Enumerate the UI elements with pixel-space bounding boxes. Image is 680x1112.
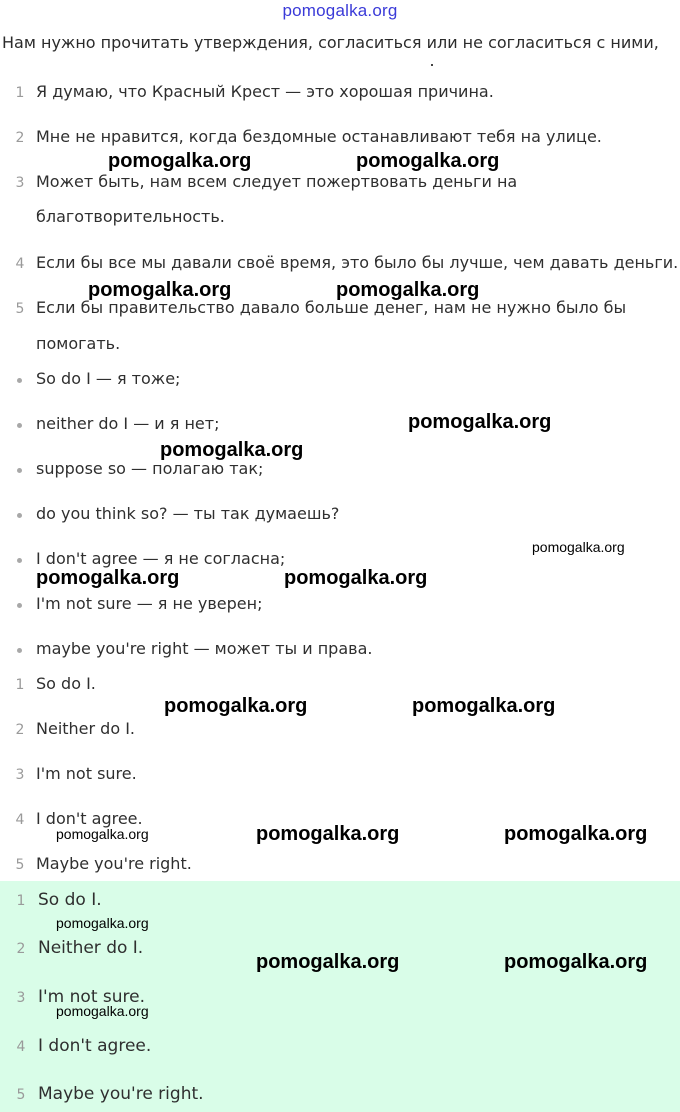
statement-number: 1 [15, 85, 25, 101]
bullet-icon [17, 378, 22, 383]
watermark: pomogalka.org [256, 823, 400, 845]
watermark: pomogalka.org [88, 279, 232, 301]
bullet-icon [17, 558, 22, 563]
phrase-text: maybe you're right — может ты и права. [36, 639, 373, 658]
phrase-text: neither do I — и я нет; [36, 414, 220, 433]
bullet-icon [17, 648, 22, 653]
watermark: pomogalka.org [532, 539, 625, 555]
answer-number: 1 [15, 677, 25, 693]
answer-number: 2 [15, 722, 25, 738]
answer-number: 2 [16, 941, 26, 957]
watermark: pomogalka.org [160, 439, 304, 461]
watermark: pomogalka.org [412, 695, 556, 717]
phrase-text: So do I — я тоже; [36, 369, 181, 388]
intro-text: Нам нужно прочитать утверждения, согласиться или не согласиться с ними, [2, 33, 659, 52]
answer-number: 3 [16, 990, 26, 1006]
watermark: pomogalka.org [56, 915, 149, 931]
answer-text: Maybe you're right. [36, 854, 192, 873]
answer-text: Neither do I. [38, 938, 144, 958]
answer-text: Neither do I. [36, 719, 136, 738]
watermark: pomogalka.org [36, 567, 180, 589]
watermark: pomogalka.org [284, 567, 428, 589]
watermark: pomogalka.org [504, 823, 648, 845]
answer-text: I'm not sure. [38, 987, 146, 1007]
answer-number: 4 [16, 1039, 26, 1055]
statement-number: 3 [15, 175, 25, 191]
watermark: pomogalka.org [504, 951, 648, 973]
watermark: pomogalka.org [108, 150, 252, 172]
site-watermark-top: pomogalka.org [282, 1, 398, 20]
phrase-text: I don't agree — я не согласна; [36, 549, 286, 568]
answer-text: I'm not sure. [36, 764, 137, 783]
statement-number: 2 [15, 130, 25, 146]
answer-number: 1 [16, 893, 26, 909]
statement-text: Я думаю, что Красный Крест — это хорошая причина. [36, 82, 494, 101]
watermark: pomogalka.org [256, 951, 400, 973]
stray-dot [431, 64, 433, 66]
watermark: pomogalka.org [56, 1003, 149, 1019]
answer-number: 3 [15, 767, 25, 783]
answer-text: So do I. [36, 674, 96, 693]
watermark: pomogalka.org [336, 279, 480, 301]
bullet-icon [17, 513, 22, 518]
answer-text: So do I. [38, 890, 102, 910]
watermark: pomogalka.org [56, 826, 149, 842]
bullet-icon [17, 603, 22, 608]
statement-text: Может быть, нам всем следует пожертвовать деньги на [36, 172, 518, 191]
watermark: pomogalka.org [408, 411, 552, 433]
answer-number: 5 [16, 1087, 26, 1103]
bullet-icon [17, 423, 22, 428]
statement-text: Мне не нравится, когда бездомные останавливают тебя на улице. [36, 127, 602, 146]
watermark: pomogalka.org [356, 150, 500, 172]
phrase-text: I'm not sure — я не уверен; [36, 594, 263, 613]
answer-text: I don't agree. [36, 809, 143, 828]
statement-number: 4 [15, 256, 25, 272]
watermark: pomogalka.org [164, 695, 308, 717]
answer-text: Maybe you're right. [38, 1084, 204, 1104]
phrase-text: do you think so? — ты так думаешь? [36, 504, 340, 523]
answer-number: 5 [15, 857, 25, 873]
answer-number: 4 [15, 812, 25, 828]
statement-text-line2: помогать. [36, 334, 121, 353]
phrase-text: suppose so — полагаю так; [36, 459, 264, 478]
bullet-icon [17, 468, 22, 473]
statement-text: Если бы все мы давали своё время, это было бы лучше, чем давать деньги. [36, 253, 679, 272]
statement-text-line2: благотворительность. [36, 207, 225, 226]
statement-text: Если бы правительство давало больше денег, нам не нужно было бы [36, 298, 627, 317]
answer-text: I don't agree. [38, 1036, 152, 1056]
statement-number: 5 [15, 301, 25, 317]
